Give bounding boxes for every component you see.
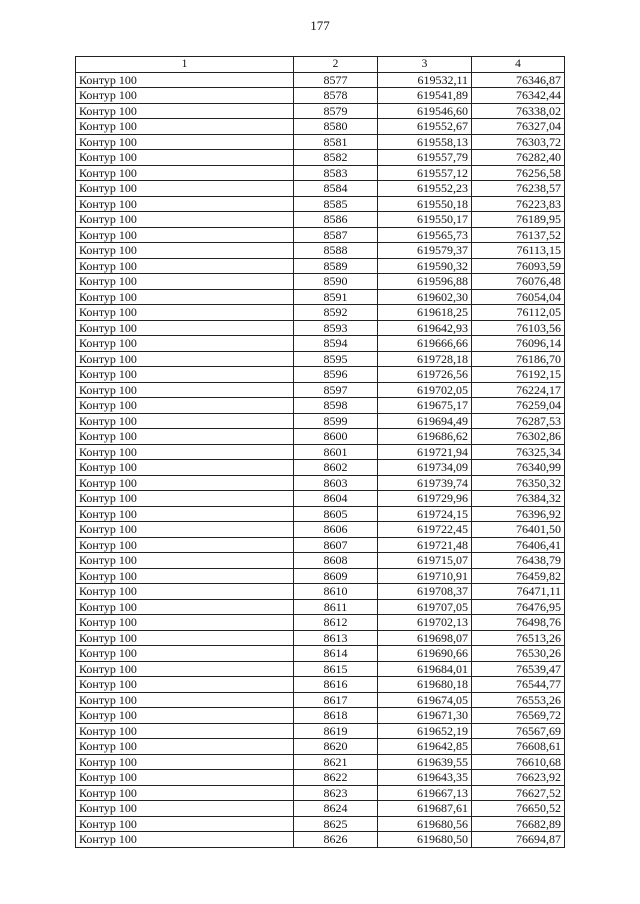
column-header-4: 4 [472,57,565,73]
x-coordinate-cell: 619552,67 [378,119,472,135]
x-coordinate-cell: 619726,56 [378,367,472,383]
table-row [76,553,565,569]
x-coordinate-cell: 619552,23 [378,181,472,197]
table-row [76,88,565,104]
header-row [76,57,565,73]
x-coordinate-cell: 619707,05 [378,599,472,615]
point-number-cell: 8625 [294,816,378,832]
y-coordinate-cell: 76627,52 [472,785,565,801]
contour-name-cell: Контур 100 [76,754,294,770]
y-coordinate-cell: 76401,50 [472,522,565,538]
contour-name-cell: Контур 100 [76,429,294,445]
point-number-cell: 8623 [294,785,378,801]
y-coordinate-cell: 76338,02 [472,103,565,119]
x-coordinate-cell: 619702,13 [378,615,472,631]
contour-name-cell: Контур 100 [76,584,294,600]
x-coordinate-cell: 619565,73 [378,227,472,243]
x-coordinate-cell: 619642,93 [378,320,472,336]
contour-name-cell: Контур 100 [76,320,294,336]
contour-name-cell: Контур 100 [76,150,294,166]
y-coordinate-cell: 76610,68 [472,754,565,770]
point-number-cell: 8577 [294,72,378,88]
y-coordinate-cell: 76384,32 [472,491,565,507]
contour-name-cell: Контур 100 [76,801,294,817]
table-row [76,274,565,290]
point-number-cell: 8608 [294,553,378,569]
x-coordinate-cell: 619550,17 [378,212,472,228]
y-coordinate-cell: 76342,44 [472,88,565,104]
table-row [76,305,565,321]
y-coordinate-cell: 76137,52 [472,227,565,243]
table-row [76,584,565,600]
y-coordinate-cell: 76186,70 [472,351,565,367]
table-row [76,351,565,367]
table-row [76,770,565,786]
contour-name-cell: Контур 100 [76,196,294,212]
y-coordinate-cell: 76076,48 [472,274,565,290]
x-coordinate-cell: 619643,35 [378,770,472,786]
y-coordinate-cell: 76476,95 [472,599,565,615]
point-number-cell: 8594 [294,336,378,352]
contour-name-cell: Контур 100 [76,723,294,739]
y-coordinate-cell: 76569,72 [472,708,565,724]
x-coordinate-cell: 619671,30 [378,708,472,724]
point-number-cell: 8585 [294,196,378,212]
contour-name-cell: Контур 100 [76,444,294,460]
table-row [76,522,565,538]
contour-name-cell: Контур 100 [76,382,294,398]
point-number-cell: 8587 [294,227,378,243]
x-coordinate-cell: 619739,74 [378,475,472,491]
x-coordinate-cell: 619724,15 [378,506,472,522]
contour-name-cell: Контур 100 [76,785,294,801]
x-coordinate-cell: 619667,13 [378,785,472,801]
table-row [76,119,565,135]
point-number-cell: 8591 [294,289,378,305]
y-coordinate-cell: 76113,15 [472,243,565,259]
contour-name-cell: Контур 100 [76,460,294,476]
point-number-cell: 8593 [294,320,378,336]
table-row [76,537,565,553]
x-coordinate-cell: 619652,19 [378,723,472,739]
table-row [76,72,565,88]
contour-name-cell: Контур 100 [76,181,294,197]
point-number-cell: 8614 [294,646,378,662]
point-number-cell: 8603 [294,475,378,491]
table-row [76,444,565,460]
point-number-cell: 8615 [294,661,378,677]
point-number-cell: 8583 [294,165,378,181]
point-number-cell: 8592 [294,305,378,321]
table-row [76,460,565,476]
y-coordinate-cell: 76256,58 [472,165,565,181]
point-number-cell: 8622 [294,770,378,786]
x-coordinate-cell: 619721,94 [378,444,472,460]
x-coordinate-cell: 619687,61 [378,801,472,817]
point-number-cell: 8582 [294,150,378,166]
table-row [76,258,565,274]
y-coordinate-cell: 76471,11 [472,584,565,600]
contour-name-cell: Контур 100 [76,119,294,135]
y-coordinate-cell: 76396,92 [472,506,565,522]
contour-name-cell: Контур 100 [76,351,294,367]
x-coordinate-cell: 619721,48 [378,537,472,553]
column-header-1: 1 [76,57,294,73]
table-row [76,165,565,181]
point-number-cell: 8605 [294,506,378,522]
column-header-2: 2 [294,57,378,73]
y-coordinate-cell: 76694,87 [472,832,565,848]
contour-name-cell: Контур 100 [76,553,294,569]
table-row [76,429,565,445]
table-row [76,320,565,336]
point-number-cell: 8599 [294,413,378,429]
x-coordinate-cell: 619702,05 [378,382,472,398]
table-row [76,754,565,770]
point-number-cell: 8589 [294,258,378,274]
table-row [76,615,565,631]
y-coordinate-cell: 76346,87 [472,72,565,88]
table-row [76,506,565,522]
x-coordinate-cell: 619684,01 [378,661,472,677]
x-coordinate-cell: 619715,07 [378,553,472,569]
point-number-cell: 8600 [294,429,378,445]
table-row [76,212,565,228]
table-row [76,785,565,801]
x-coordinate-cell: 619680,18 [378,677,472,693]
table-row [76,289,565,305]
table-row [76,723,565,739]
y-coordinate-cell: 76103,56 [472,320,565,336]
y-coordinate-cell: 76539,47 [472,661,565,677]
contour-name-cell: Контур 100 [76,739,294,755]
x-coordinate-cell: 619666,66 [378,336,472,352]
x-coordinate-cell: 619557,12 [378,165,472,181]
y-coordinate-cell: 76544,77 [472,677,565,693]
table-row [76,196,565,212]
table-row [76,692,565,708]
table-row [76,134,565,150]
x-coordinate-cell: 619734,09 [378,460,472,476]
y-coordinate-cell: 76302,86 [472,429,565,445]
contour-name-cell: Контур 100 [76,398,294,414]
point-number-cell: 8598 [294,398,378,414]
point-number-cell: 8611 [294,599,378,615]
contour-name-cell: Контур 100 [76,305,294,321]
contour-name-cell: Контур 100 [76,537,294,553]
x-coordinate-cell: 619546,60 [378,103,472,119]
contour-name-cell: Контур 100 [76,274,294,290]
x-coordinate-cell: 619618,25 [378,305,472,321]
point-number-cell: 8596 [294,367,378,383]
y-coordinate-cell: 76553,26 [472,692,565,708]
point-number-cell: 8610 [294,584,378,600]
contour-name-cell: Контур 100 [76,491,294,507]
x-coordinate-cell: 619557,79 [378,150,472,166]
point-number-cell: 8602 [294,460,378,476]
contour-name-cell: Контур 100 [76,599,294,615]
table-row [76,491,565,507]
table-row [76,181,565,197]
contour-name-cell: Контур 100 [76,134,294,150]
y-coordinate-cell: 76287,53 [472,413,565,429]
point-number-cell: 8612 [294,615,378,631]
x-coordinate-cell: 619579,37 [378,243,472,259]
y-coordinate-cell: 76325,34 [472,444,565,460]
y-coordinate-cell: 76054,04 [472,289,565,305]
contour-name-cell: Контур 100 [76,227,294,243]
point-number-cell: 8578 [294,88,378,104]
x-coordinate-cell: 619596,88 [378,274,472,290]
point-number-cell: 8597 [294,382,378,398]
coordinates-table [75,56,565,848]
point-number-cell: 8595 [294,351,378,367]
contour-name-cell: Контур 100 [76,661,294,677]
y-coordinate-cell: 76096,14 [472,336,565,352]
x-coordinate-cell: 619541,89 [378,88,472,104]
table-row [76,568,565,584]
y-coordinate-cell: 76682,89 [472,816,565,832]
contour-name-cell: Контур 100 [76,212,294,228]
x-coordinate-cell: 619690,66 [378,646,472,662]
table-row [76,646,565,662]
table-row [76,150,565,166]
y-coordinate-cell: 76340,99 [472,460,565,476]
y-coordinate-cell: 76608,61 [472,739,565,755]
y-coordinate-cell: 76623,92 [472,770,565,786]
point-number-cell: 8588 [294,243,378,259]
table-header [76,57,565,73]
x-coordinate-cell: 619590,32 [378,258,472,274]
x-coordinate-cell: 619710,91 [378,568,472,584]
y-coordinate-cell: 76093,59 [472,258,565,274]
x-coordinate-cell: 619532,11 [378,72,472,88]
point-number-cell: 8626 [294,832,378,848]
point-number-cell: 8590 [294,274,378,290]
contour-name-cell: Контур 100 [76,522,294,538]
y-coordinate-cell: 76438,79 [472,553,565,569]
y-coordinate-cell: 76303,72 [472,134,565,150]
table-row [76,382,565,398]
point-number-cell: 8601 [294,444,378,460]
point-number-cell: 8618 [294,708,378,724]
table-row [76,801,565,817]
contour-name-cell: Контур 100 [76,770,294,786]
contour-name-cell: Контур 100 [76,646,294,662]
x-coordinate-cell: 619675,17 [378,398,472,414]
point-number-cell: 8619 [294,723,378,739]
x-coordinate-cell: 619550,18 [378,196,472,212]
point-number-cell: 8604 [294,491,378,507]
contour-name-cell: Контур 100 [76,816,294,832]
contour-name-cell: Контур 100 [76,165,294,181]
y-coordinate-cell: 76406,41 [472,537,565,553]
point-number-cell: 8609 [294,568,378,584]
y-coordinate-cell: 76259,04 [472,398,565,414]
x-coordinate-cell: 619639,55 [378,754,472,770]
point-number-cell: 8584 [294,181,378,197]
contour-name-cell: Контур 100 [76,72,294,88]
x-coordinate-cell: 619708,37 [378,584,472,600]
y-coordinate-cell: 76112,05 [472,305,565,321]
table-row [76,677,565,693]
contour-name-cell: Контур 100 [76,630,294,646]
y-coordinate-cell: 76238,57 [472,181,565,197]
y-coordinate-cell: 76192,15 [472,367,565,383]
x-coordinate-cell: 619728,18 [378,351,472,367]
table-row [76,816,565,832]
contour-name-cell: Контур 100 [76,615,294,631]
contour-name-cell: Контур 100 [76,413,294,429]
table-row [76,739,565,755]
contour-name-cell: Контур 100 [76,568,294,584]
contour-name-cell: Контур 100 [76,289,294,305]
table-row [76,832,565,848]
x-coordinate-cell: 619680,50 [378,832,472,848]
contour-name-cell: Контур 100 [76,832,294,848]
table-row [76,661,565,677]
table-row [76,336,565,352]
contour-name-cell: Контур 100 [76,88,294,104]
table-row [76,630,565,646]
contour-name-cell: Контур 100 [76,367,294,383]
contour-name-cell: Контур 100 [76,692,294,708]
x-coordinate-cell: 619602,30 [378,289,472,305]
x-coordinate-cell: 619642,85 [378,739,472,755]
point-number-cell: 8620 [294,739,378,755]
table-row [76,708,565,724]
table-row [76,103,565,119]
y-coordinate-cell: 76498,76 [472,615,565,631]
contour-name-cell: Контур 100 [76,103,294,119]
y-coordinate-cell: 76350,32 [472,475,565,491]
point-number-cell: 8607 [294,537,378,553]
contour-name-cell: Контур 100 [76,506,294,522]
y-coordinate-cell: 76189,95 [472,212,565,228]
point-number-cell: 8616 [294,677,378,693]
y-coordinate-cell: 76530,26 [472,646,565,662]
x-coordinate-cell: 619694,49 [378,413,472,429]
table-row [76,227,565,243]
point-number-cell: 8621 [294,754,378,770]
table-row [76,243,565,259]
x-coordinate-cell: 619680,56 [378,816,472,832]
table-row [76,475,565,491]
contour-name-cell: Контур 100 [76,708,294,724]
y-coordinate-cell: 76224,17 [472,382,565,398]
point-number-cell: 8606 [294,522,378,538]
y-coordinate-cell: 76513,26 [472,630,565,646]
x-coordinate-cell: 619698,07 [378,630,472,646]
x-coordinate-cell: 619722,45 [378,522,472,538]
point-number-cell: 8586 [294,212,378,228]
table-row [76,413,565,429]
table-row [76,398,565,414]
point-number-cell: 8580 [294,119,378,135]
point-number-cell: 8613 [294,630,378,646]
y-coordinate-cell: 76459,82 [472,568,565,584]
column-header-3: 3 [378,57,472,73]
y-coordinate-cell: 76223,83 [472,196,565,212]
contour-name-cell: Контур 100 [76,336,294,352]
contour-name-cell: Контур 100 [76,475,294,491]
y-coordinate-cell: 76282,40 [472,150,565,166]
table-body [76,72,565,847]
y-coordinate-cell: 76327,04 [472,119,565,135]
x-coordinate-cell: 619686,62 [378,429,472,445]
table-row [76,367,565,383]
point-number-cell: 8581 [294,134,378,150]
page-number: 177 [310,18,330,33]
x-coordinate-cell: 619729,96 [378,491,472,507]
y-coordinate-cell: 76567,69 [472,723,565,739]
x-coordinate-cell: 619558,13 [378,134,472,150]
point-number-cell: 8617 [294,692,378,708]
point-number-cell: 8624 [294,801,378,817]
contour-name-cell: Контур 100 [76,677,294,693]
y-coordinate-cell: 76650,52 [472,801,565,817]
contour-name-cell: Контур 100 [76,243,294,259]
x-coordinate-cell: 619674,05 [378,692,472,708]
contour-name-cell: Контур 100 [76,258,294,274]
point-number-cell: 8579 [294,103,378,119]
table-row [76,599,565,615]
